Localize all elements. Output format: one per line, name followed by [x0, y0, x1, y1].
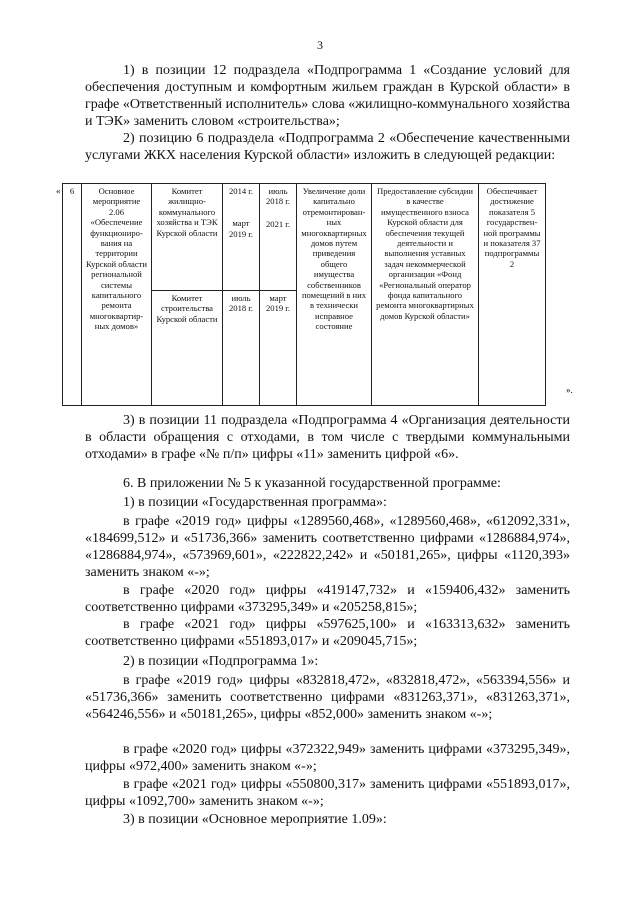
table-row — [63, 184, 546, 291]
executor-cell: Комитет жилищно-коммунального хозяйства и ТЭК Курской области — [152, 184, 223, 291]
page-number: 3 — [317, 38, 323, 52]
paragraph-5: 1) в позиции «Государственная программа»: — [123, 495, 387, 510]
paragraph-12: в графе «2021 год» цифры «550800,317» заменить цифрами «551893,017», цифры «1092,700» заменить знаком «-»; — [85, 777, 570, 809]
result-cell: Увеличение доли капитально отремонтирован-ных многоквартирных домов путем приведения общего имущества собственников помещений в них в технически исправное состояние — [297, 184, 372, 406]
paragraph-6: в графе «2019 год» цифры «1289560,468», «1289560,468», «612092,331», «184699,512» и «51736,366» заменить соответственно цифрами «1286884,974», «1286884,974», «573969,601», «222822,242» и «50181,265», цифры «1120,393» заменить знаком «-»; — [85, 514, 570, 580]
executor-cell: Комитет строительства Курской области — [152, 291, 223, 406]
end-date-1b: 2021 г. — [265, 218, 291, 229]
paragraph-7: в графе «2020 год» цифры «419147,732» и «159406,432» заменить соответственно цифрами «373295,349» и «205258,815»; — [85, 583, 570, 615]
paragraph-9: 2) в позиции «Подпрограмма 1»: — [123, 654, 319, 669]
end-date-cell — [260, 184, 297, 291]
end-date-1: июль 2018 г. — [265, 186, 291, 207]
end-date-cell: март 2019 г. — [260, 291, 297, 406]
position-table — [62, 183, 546, 406]
table-open-quote: « — [56, 186, 61, 196]
paragraph-8: в графе «2021 год» цифры «597625,100» и «163313,632» заменить соответственно цифрами «551893,017» и «209045,715»; — [85, 617, 570, 649]
paragraph-2: 2) позицию 6 подраздела «Подпрограмма 2 «Обеспечение качественными услугами ЖКХ населения Курской области» изложить в следующей редакции: — [85, 131, 570, 163]
table-close-quote: ». — [566, 385, 573, 395]
start-date-cell — [223, 184, 260, 291]
consequences-cell: Предоставление субсидии в качестве имущественного взноса Курской области для обеспечения текущей деятельности и выполнения уставных задач некоммерческой организации «Фонд «Региональный оператор фонда капитального ремонта многоквартирных домов Курской области» — [372, 184, 479, 406]
start-date-cell: июль 2018 г. — [223, 291, 260, 406]
measure-name-cell: Основное мероприятие 2.06 «Обеспечение функциониро-вания на территории Курской области региональной системы капитального ремонта многоквартир-ных домов» — [82, 184, 152, 406]
row-number-cell: 6 — [63, 184, 82, 406]
start-date-1: 2014 г. — [228, 186, 254, 196]
paragraph-1: 1) в позиции 12 подраздела «Подпрограмма 1 «Создание условий для обеспечения доступным и комфортным жильем граждан в Курской области» в графе «Ответственный исполнитель» слова «жилищно-коммунального хозяйства и ТЭК» заменить словом «строительства»; — [85, 63, 570, 129]
paragraph-13: 3) в позиции «Основное мероприятие 1.09»: — [123, 812, 387, 827]
paragraph-4: 6. В приложении № 5 к указанной государственной программе: — [123, 476, 501, 491]
start-date-1b: март 2019 г. — [228, 218, 254, 239]
paragraph-10: в графе «2019 год» цифры «832818,472», «832818,472», «563394,556» и «51736,366» заменить соответственно цифрами «831263,371», «831263,371», «564246,556» и «50181,265», цифры «852,000» заменить знаком «-»; — [85, 673, 570, 722]
indicators-cell: Обеспечивает достижение показателя 5 государствен-ной программы и показателя 37 подпрограммы 2 — [479, 184, 546, 406]
paragraph-3: 3) в позиции 11 подраздела «Подпрограмма 4 «Организация деятельности в области обращения с отходами, в том числе с твердыми коммунальными отходами» в графе «№ п/п» цифры «11» заменить цифрой «6». — [85, 413, 570, 462]
paragraph-11: в графе «2020 год» цифры «372322,949» заменить цифрами «373295,349», цифры «972,400» заменить знаком «-»; — [85, 742, 570, 774]
